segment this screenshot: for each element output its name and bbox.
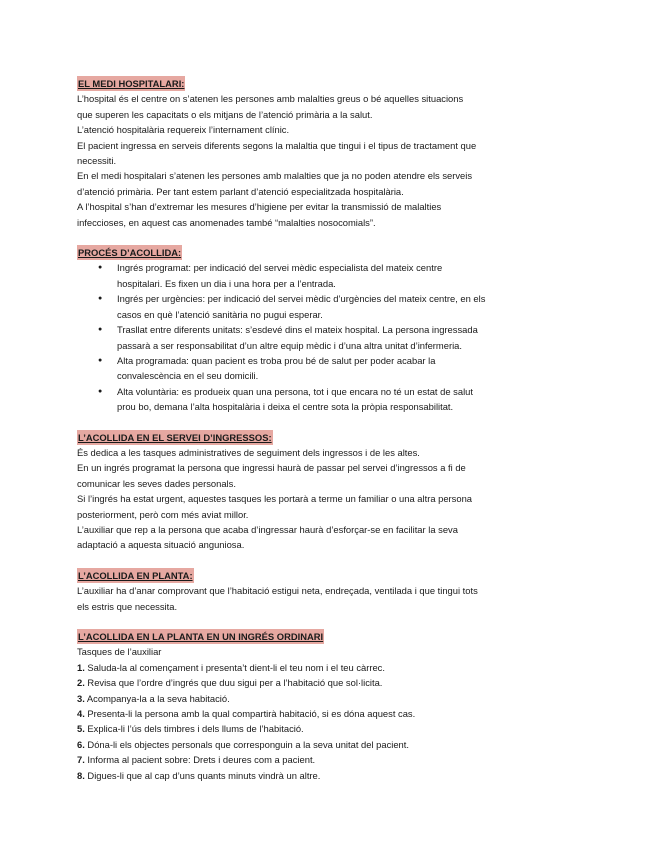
section-proces-acollida (77, 245, 577, 414)
text-line: En un ingrés programat la persona que ingressi haurà de passar pel servei d’ingressos a fi de (77, 462, 466, 474)
list-item: 5. Explica-li l’ús dels timbres i dels llums de l’habitació. (77, 723, 304, 735)
text-line: comunicar les seves dades personals. (77, 477, 236, 489)
text-line: L’atenció hospitalària requereix l’internament clínic. (77, 124, 290, 136)
list-intro: Tasques de l’auxiliar (77, 646, 162, 658)
text-line: adaptació a aquesta situació anguniosa. (77, 539, 245, 551)
section-heading: L’ACOLLIDA EN LA PLANTA EN UN INGRÉS ORDINARI (77, 629, 324, 644)
list-item: 2. Revisa que l’ordre d’ingrés que duu sigui per a l’habitació que sol·licita. (77, 677, 383, 689)
section-medi-hospitalari (77, 76, 577, 230)
list-item: ● Trasllat entre diferents unitats: s’esdevé dins el mateix hospital. La persona ingressada passarà a ser responsabilitat d’un altre equip mèdic i d’una altra unitat d’infermeria. (77, 322, 577, 353)
section-ingres-ordinari (77, 629, 577, 783)
section-acollida-planta (77, 568, 577, 614)
list-item: 1. Saluda-la al començament i presenta’t dient-li el teu nom i el teu càrrec. (77, 661, 385, 673)
section-heading: EL MEDI HOSPITALARI: (77, 76, 185, 91)
list-item: ● Ingrés per urgències: per indicació del servei mèdic d’urgències del mateix centre, en els casos en què l’atenció sanitària no pugui esperar. (77, 291, 577, 322)
list-item: 7. Informa al pacient sobre: Drets i deures com a pacient. (77, 754, 316, 766)
list-item: 4. Presenta-li la persona amb la qual compartirà habitació, si es dóna aquest cas. (77, 708, 416, 720)
text-line: que superen les capacitats o els mitjans de l’atenció primària a la salut. (77, 108, 373, 120)
section-acollida-servei-ingressos (77, 430, 577, 553)
text-line: necessiti. (77, 155, 117, 167)
list-item: ● Alta voluntària: es produeix quan una persona, tot i que encara no té un estat de salut prou bo, demana l’alta hospitalària i deixa el centre sota la pròpia responsabilitat. (77, 384, 577, 415)
text-line: A l’hospital s’han d’extremar les mesures d’higiene per evitar la transmissió de malalties (77, 201, 442, 213)
document-page (77, 76, 577, 783)
text-line: L’auxiliar ha d’anar comprovant que l’habitació estigui neta, endreçada, ventilada i que tingui tots (77, 585, 478, 597)
section-heading: L’ACOLLIDA EN EL SERVEI D’INGRESSOS: (77, 430, 273, 445)
text-line: infeccioses, en aquest cas anomenades també “malalties nosocomials”. (77, 216, 376, 228)
list-item: 3. Acompanya-la a la seva habitació. (77, 692, 230, 704)
text-line: d’atenció primària. Per tant estem parlant d’atenció especialitzada hospitalària. (77, 185, 404, 197)
text-line: posteriorment, però com més aviat millor. (77, 508, 249, 520)
list-item: 6. Dóna-li els objectes personals que corresponguin a la seva unitat del pacient. (77, 738, 409, 750)
numbered-list (77, 660, 577, 783)
text-line: Si l’ingrés ha estat urgent, aquestes tasques les portarà a terme un familiar o una altra persona (77, 493, 473, 505)
text-line: L’hospital és el centre on s’atenen les persones amb malalties greus o bé aquelles situacions (77, 93, 464, 105)
text-line: El pacient ingressa en serveis diferents segons la malaltia que tingui i el tipus de tractament que (77, 139, 477, 151)
text-line: En el medi hospitalari s’atenen les persones amb malalties que ja no poden atendre els serveis (77, 170, 473, 182)
list-item: 8. Digues-li que al cap d’uns quants minuts vindrà un altre. (77, 769, 321, 781)
text-line: És dedica a les tasques administratives de seguiment dels ingressos i de les altes. (77, 446, 420, 458)
list-item: ● Ingrés programat: per indicació del servei mèdic especialista del mateix centre hospitalari. Es fixen un dia i una hora per a l’entrada. (77, 260, 577, 291)
section-heading: PROCÉS D’ACOLLIDA: (77, 245, 182, 260)
bullet-list (77, 260, 577, 414)
list-item: ● Alta programada: quan pacient es troba prou bé de salut per poder acabar la convalescència en el seu domicili. (77, 353, 577, 384)
text-line: els estris que necessita. (77, 600, 178, 612)
text-line: L’auxiliar que rep a la persona que acaba d’ingressar haurà d’esforçar-se en facilitar la seva (77, 523, 458, 535)
section-heading: L’ACOLLIDA EN PLANTA: (77, 568, 194, 583)
